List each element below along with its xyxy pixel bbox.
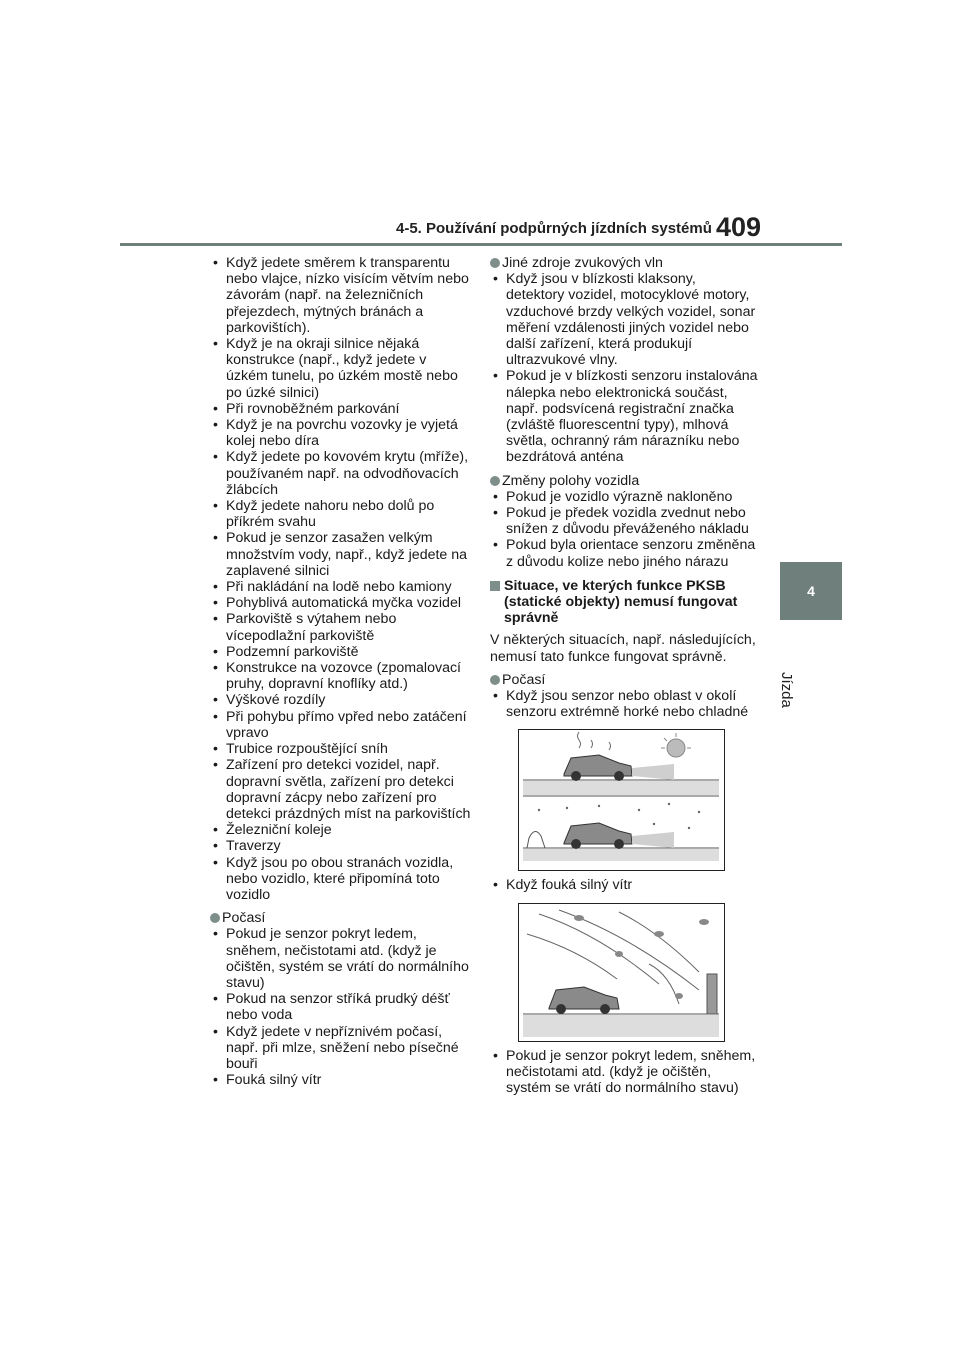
list-item: • Podzemní parkoviště — [210, 644, 472, 660]
list-item: • Při pohybu přímo vpřed nebo zatáčení vpravo — [210, 709, 472, 741]
list-item: • Výškové rozdíly — [210, 692, 472, 708]
wind-illustration — [518, 903, 725, 1042]
list-item: • Pokud je vozidlo výrazně nakloněno — [490, 489, 758, 505]
list-item: • Když jedete v nepříznivém počasí, např. při mlze, sněžení nebo písečné bouři — [210, 1024, 472, 1073]
position-change-heading: Změny polohy vozidla — [490, 473, 758, 489]
weather-list — [210, 926, 472, 1088]
list-item: • Při nakládání na lodě nebo kamiony — [210, 579, 472, 595]
list-item: • Zařízení pro detekci vozidel, např. dopravní světla, zařízení pro detekci dopravní zácpy nebo zařízení pro detekci prázdných míst na parkovištích — [210, 757, 472, 822]
chapter-side-label: Jízda — [778, 672, 795, 708]
list-item: • Když je na okraji silnice nějaká konstrukce (např., když jedete v úzkém tunelu, po úzkém mostě nebo po úzké silnici) — [210, 336, 472, 401]
chapter-tab — [780, 562, 842, 620]
list-item: • Trubice rozpouštějící sníh — [210, 741, 472, 757]
header-rule — [120, 243, 842, 246]
weather-heading-2: Počasí — [490, 672, 758, 688]
page-header-title: 4-5. Používání podpůrných jízdních systémů — [396, 220, 712, 237]
list-item: • Pokud byla orientace senzoru změněna z důvodu kolize nebo jiného nárazu — [490, 537, 758, 569]
list-item: • Pokud je předek vozidla zvednut nebo snížen z důvodu převáženého nákladu — [490, 505, 758, 537]
list-item: • Když jedete nahoru nebo dolů po příkrém svahu — [210, 498, 472, 530]
left-column — [210, 255, 472, 1088]
chapter-number: 4 — [807, 583, 815, 599]
list-item: • Parkoviště s výtahem nebo vícepodlažní parkoviště — [210, 611, 472, 643]
weather-heading: Počasí — [210, 910, 472, 926]
section-intro: V některých situacích, např. následujících, nemusí tato funkce fungovat správně. — [490, 632, 756, 665]
condition-list — [210, 255, 472, 903]
list-item: • Železniční koleje — [210, 822, 472, 838]
list-item: • Když jedete po kovovém krytu (mříže), používaném např. na odvodňovacích žlábcích — [210, 449, 472, 498]
position-change-list — [490, 489, 758, 570]
list-item: • Pokud je senzor pokryt ledem, sněhem, nečistotami atd. (když je očištěn, systém se vrátí do normálního stavu) — [490, 1048, 758, 1097]
list-item: • Traverzy — [210, 838, 472, 854]
sound-sources-list — [490, 271, 758, 465]
list-item: • Když fouká silný vítr — [490, 877, 758, 893]
right-column — [490, 255, 758, 1096]
list-item: • Pohyblivá automatická myčka vozidel — [210, 595, 472, 611]
list-item: • Když jedete směrem k transparentu nebo vlajce, nízko visícím větvím nebo závorám (např. na železničních přejezdech, mýtných bránách a parkovištích). — [210, 255, 472, 336]
list-item: • Pokud je senzor zasažen velkým množstvím vody, např., když jedete na zaplavené silnici — [210, 530, 472, 579]
weather-list-3 — [490, 877, 758, 893]
list-item: • Konstrukce na vozovce (zpomalovací pruhy, dopravní knoflíky atd.) — [210, 660, 472, 692]
sound-sources-heading: Jiné zdroje zvukových vln — [490, 255, 758, 271]
list-item: • Při rovnoběžném parkování — [210, 401, 472, 417]
list-item: • Pokud je v blízkosti senzoru instalována nálepka nebo elektronická součást, např. podsvícená registrační značka (zvláště fluorescentní typy), mlhová světla, ochranný rám nárazníku nebo bezdrátová anténa — [490, 368, 758, 465]
list-item: • Pokud je senzor pokryt ledem, sněhem, nečistotami atd. (když je očištěn, systém se vrátí do normálního stavu) — [210, 926, 472, 991]
list-item: • Když je na povrchu vozovky je vyjetá kolej nebo díra — [210, 417, 472, 449]
weather-list-2 — [490, 688, 758, 720]
list-item: • Fouká silný vítr — [210, 1072, 472, 1088]
page-number: 409 — [716, 212, 762, 242]
list-item: • Když jsou v blízkosti klaksony, detektory vozidel, motocyklové motory, vzduchové brzdy velkých vozidel, sonar měření vzdálenosti jiných vozidel nebo další zařízení, která produkují ultrazvukové vlny. — [490, 271, 758, 368]
list-item: • Když jsou po obou stranách vozidla, nebo vozidlo, které připomíná toto vozidlo — [210, 855, 472, 904]
hot-cold-illustration — [518, 729, 725, 871]
weather-list-4 — [490, 1048, 758, 1097]
list-item: • Pokud na senzor stříká prudký déšť nebo voda — [210, 991, 472, 1023]
section-heading: Situace, ve kterých funkce PKSB (statické objekty) nemusí fungovat správně — [490, 578, 758, 627]
list-item: • Když jsou senzor nebo oblast v okolí senzoru extrémně horké nebo chladné — [490, 688, 758, 720]
